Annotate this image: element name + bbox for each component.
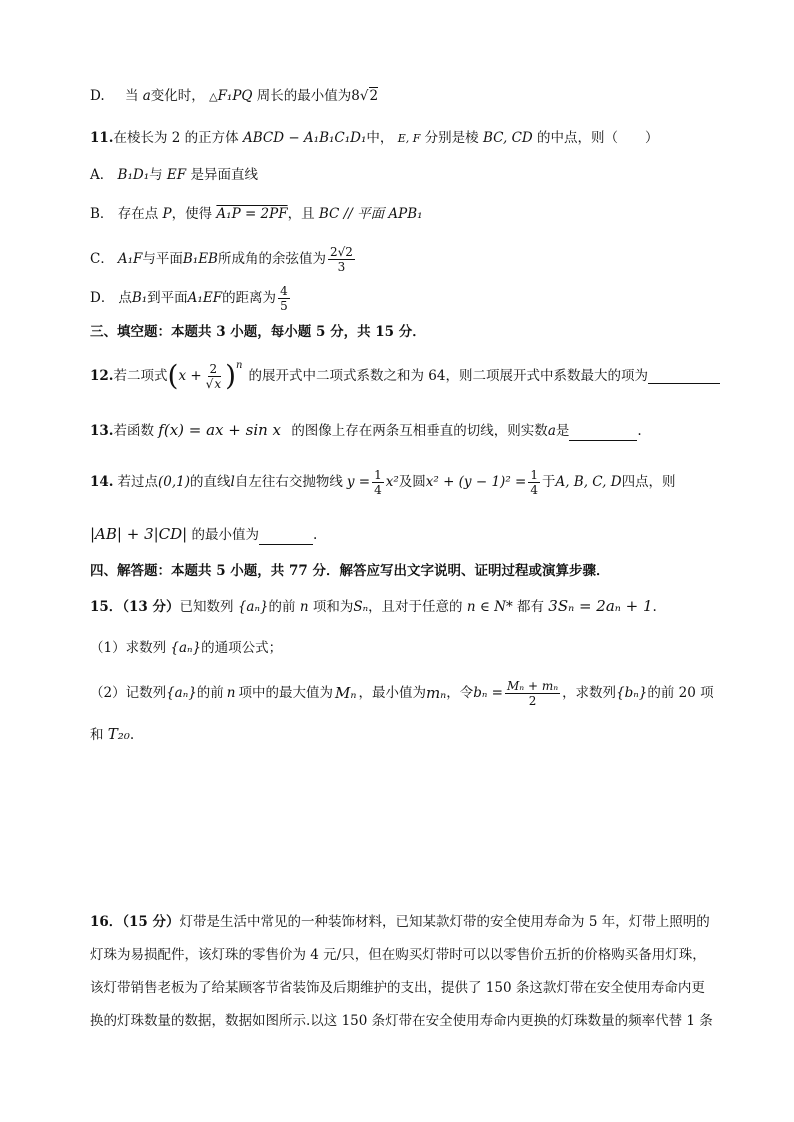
text: 项中的最大值为 bbox=[238, 685, 333, 701]
text: 已知数列 bbox=[179, 599, 234, 615]
math-expr: mₙ bbox=[425, 684, 447, 702]
option-label: D． bbox=[90, 290, 115, 306]
fraction-num: 2 bbox=[209, 361, 218, 376]
text: 与平面 bbox=[142, 251, 183, 267]
option-label: C． bbox=[90, 251, 114, 267]
text: （1）求数列 bbox=[90, 640, 167, 656]
variable: a bbox=[142, 88, 151, 104]
math-expr: B₁EB bbox=[182, 251, 218, 267]
text: 是异面直线 bbox=[190, 167, 258, 183]
math-expr: {aₙ} bbox=[166, 685, 197, 701]
math-expr: A₁EF bbox=[187, 290, 223, 306]
text: 与 bbox=[149, 167, 163, 183]
q11-option-d bbox=[90, 283, 724, 313]
math-expr: F₁PQ bbox=[217, 88, 253, 104]
fraction-den: 2 bbox=[528, 693, 537, 708]
question-number: 12. bbox=[90, 368, 114, 384]
fraction-den: 3 bbox=[337, 259, 346, 274]
fraction bbox=[204, 362, 223, 391]
math-expr: 3Sₙ = 2aₙ + 1 bbox=[548, 597, 653, 615]
q12: 12. 若二项式 ( x + $\frac{2}{√x}$ ) $^n$ 的展开式中二项式系数之和为 64，则二项展开式中系数最大的项为 bbox=[90, 356, 724, 396]
period: . bbox=[652, 599, 657, 615]
fraction-num: 4 bbox=[280, 283, 288, 298]
q11-option-c bbox=[90, 244, 724, 274]
text: 及圆 bbox=[398, 474, 426, 490]
period: . bbox=[129, 727, 135, 743]
text: 是 bbox=[555, 423, 570, 439]
math-expr: T₂₀ bbox=[107, 725, 130, 743]
math-expr: |AB| + 3|CD| bbox=[90, 525, 188, 543]
text: 的前 bbox=[196, 685, 224, 701]
math-expr: ABCD − A₁B₁C₁D₁ bbox=[242, 130, 367, 146]
math-value: 8 bbox=[351, 88, 360, 104]
fraction bbox=[505, 679, 560, 708]
math-expr: {aₙ} bbox=[237, 599, 269, 615]
math-expr: f(x) = ax + sin x bbox=[158, 421, 282, 439]
text: 的展开式中二项式系数之和为 64，则二项展开式中系数最大的项为 bbox=[248, 368, 648, 384]
math-expr: x + bbox=[178, 368, 202, 384]
q15-stem bbox=[90, 596, 724, 617]
text: 的前 bbox=[268, 599, 296, 615]
text: 的前 20 项 bbox=[647, 685, 714, 701]
math-root: x bbox=[214, 376, 222, 391]
math-expr: Sₙ bbox=[353, 599, 369, 615]
text: 和 bbox=[90, 727, 104, 743]
q14-line1 bbox=[90, 462, 724, 502]
math-root: 2 bbox=[369, 88, 379, 104]
text: ，且 bbox=[287, 206, 315, 222]
fraction-den: 5 bbox=[280, 298, 288, 313]
option-label: D. bbox=[90, 88, 105, 104]
answer-blank[interactable] bbox=[569, 426, 637, 441]
text: ，求数列 bbox=[562, 685, 617, 701]
text: 自左往右交抛物线 bbox=[234, 474, 343, 490]
text: 分别是棱 bbox=[424, 130, 479, 146]
question-number: 14. bbox=[90, 474, 114, 490]
math-expr: EF bbox=[166, 167, 187, 183]
math-expr: (0,1) bbox=[158, 474, 191, 490]
fraction bbox=[372, 468, 384, 497]
math-expr: B₁D₁ bbox=[117, 167, 150, 183]
variable: a bbox=[547, 423, 556, 439]
math-expr: BC // 平面 APB₁ bbox=[318, 206, 423, 222]
period: . bbox=[313, 527, 318, 543]
text: ，最小值为 bbox=[358, 685, 426, 701]
text: 灯带是生活中常见的一种装饰材料，已知某款灯带的安全使用寿命为 5 年，灯带上照明的 bbox=[179, 914, 710, 930]
fraction-den: √x bbox=[205, 376, 222, 391]
fraction bbox=[278, 284, 290, 313]
q15-part2-cont bbox=[90, 724, 724, 745]
option-label: A． bbox=[90, 167, 114, 183]
text: 若函数 bbox=[113, 423, 154, 439]
fraction-num: 1 bbox=[374, 467, 382, 482]
section-title: 三、填空题：本题共 3 小题，每小题 5 分，共 15 分． bbox=[90, 324, 426, 340]
math-expr: n ∈ N* bbox=[466, 599, 513, 615]
text: 存在点 bbox=[117, 206, 159, 222]
answer-blank[interactable] bbox=[648, 369, 720, 384]
q15-part1 bbox=[90, 638, 724, 658]
text: 的图像上存在两条互相垂直的切线，则实数 bbox=[291, 423, 548, 439]
text: ，令 bbox=[446, 685, 474, 701]
math-expr: BC, CD bbox=[482, 130, 533, 146]
variable: n bbox=[299, 599, 309, 615]
text: 的最小值为 bbox=[191, 527, 260, 543]
math-expr: Mₙ bbox=[335, 684, 357, 702]
text: 四点，则 bbox=[621, 474, 676, 490]
text: 灯珠为易损配件，该灯珠的零售价为 4 元/只，但在购买灯带时可以以零售价五折的价格购买备用灯珠， bbox=[90, 947, 706, 963]
text: ，且对于任意的 bbox=[368, 599, 463, 615]
answer-blank[interactable] bbox=[259, 530, 313, 545]
text: 周长的最小值为 bbox=[256, 88, 352, 104]
q10-option-d: D. 当 a变化时， △F₁PQ 周长的最小值为8√2 bbox=[90, 88, 379, 104]
text: 换的灯珠数量的数据，数据如图所示.以这 150 条灯带在安全使用寿命内更换的灯珠数量的频率代替 1 条 bbox=[90, 1013, 713, 1029]
variable: n bbox=[226, 685, 236, 701]
section-title: 四、解答题：本题共 5 小题，共 77 分．解答应写出文字说明、证明过程或演算步骤． bbox=[90, 563, 610, 579]
q13 bbox=[90, 420, 724, 441]
fraction bbox=[528, 468, 540, 497]
math-expr: {aₙ} bbox=[170, 640, 202, 656]
vector-expr: A₁P = 2PF bbox=[216, 206, 288, 222]
text: 所成角的余弦值为 bbox=[217, 251, 326, 267]
text: 点 bbox=[118, 290, 132, 306]
text: 在棱长为 2 的正方体 bbox=[113, 130, 239, 146]
math-expr: A₁F bbox=[117, 251, 143, 267]
math-expr: A, B, C, D bbox=[555, 474, 622, 490]
fraction-den: 4 bbox=[530, 482, 538, 497]
math-expr: y = bbox=[346, 474, 371, 490]
math-expr: B₁ bbox=[131, 290, 148, 306]
math-expr: {bₙ} bbox=[616, 685, 648, 701]
text: （2）记数列 bbox=[90, 685, 167, 701]
question-number: 11. bbox=[90, 130, 114, 146]
fraction-num: Mₙ + mₙ bbox=[506, 678, 559, 693]
text: 到平面 bbox=[147, 290, 188, 306]
text: 若过点 bbox=[117, 474, 158, 490]
fraction-num: 2√2 bbox=[329, 244, 353, 259]
q16 bbox=[90, 906, 730, 1038]
text: 若二项式 bbox=[113, 368, 168, 384]
q11-option-a bbox=[90, 165, 724, 185]
text: 的直线 bbox=[190, 474, 231, 490]
text: 的通项公式； bbox=[201, 640, 283, 656]
math-expr: E, F bbox=[397, 132, 421, 145]
text: 都有 bbox=[517, 599, 544, 615]
question-number: 13. bbox=[90, 423, 114, 439]
fraction-num: 1 bbox=[530, 467, 538, 482]
text: 的距离为 bbox=[222, 290, 277, 306]
fraction-den: 4 bbox=[374, 482, 382, 497]
fraction bbox=[328, 245, 355, 274]
question-number: 16．（15 分） bbox=[90, 914, 180, 930]
text: 变化时， bbox=[150, 88, 205, 104]
triangle-symbol: △ bbox=[209, 90, 218, 103]
math-expr: x² + (y − 1)² = bbox=[425, 474, 527, 490]
text: 于 bbox=[541, 474, 556, 490]
q14-line2 bbox=[90, 524, 724, 545]
q15-part2 bbox=[90, 673, 724, 713]
text: 该灯带销售老板为了给某顾客节省装饰及后期维护的支出，提供了 150 条这款灯带在安全使用寿命内更 bbox=[90, 980, 705, 996]
math-expr: x² bbox=[385, 474, 399, 490]
text: 的中点，则（ ） bbox=[537, 130, 659, 146]
exponent: n bbox=[236, 360, 243, 371]
text: ，使得 bbox=[171, 206, 213, 222]
question-number: 15．（13 分） bbox=[90, 599, 180, 615]
math-expr: P bbox=[162, 206, 172, 222]
math-expr: bₙ = bbox=[473, 685, 503, 701]
text: 项和为 bbox=[312, 599, 354, 615]
option-label: B． bbox=[90, 206, 114, 222]
q11-stem bbox=[90, 128, 724, 149]
variable: l bbox=[230, 474, 235, 490]
period: . bbox=[637, 423, 642, 439]
text: 中， bbox=[366, 130, 394, 146]
text: 当 bbox=[124, 88, 139, 104]
q11-option-b bbox=[90, 204, 724, 224]
